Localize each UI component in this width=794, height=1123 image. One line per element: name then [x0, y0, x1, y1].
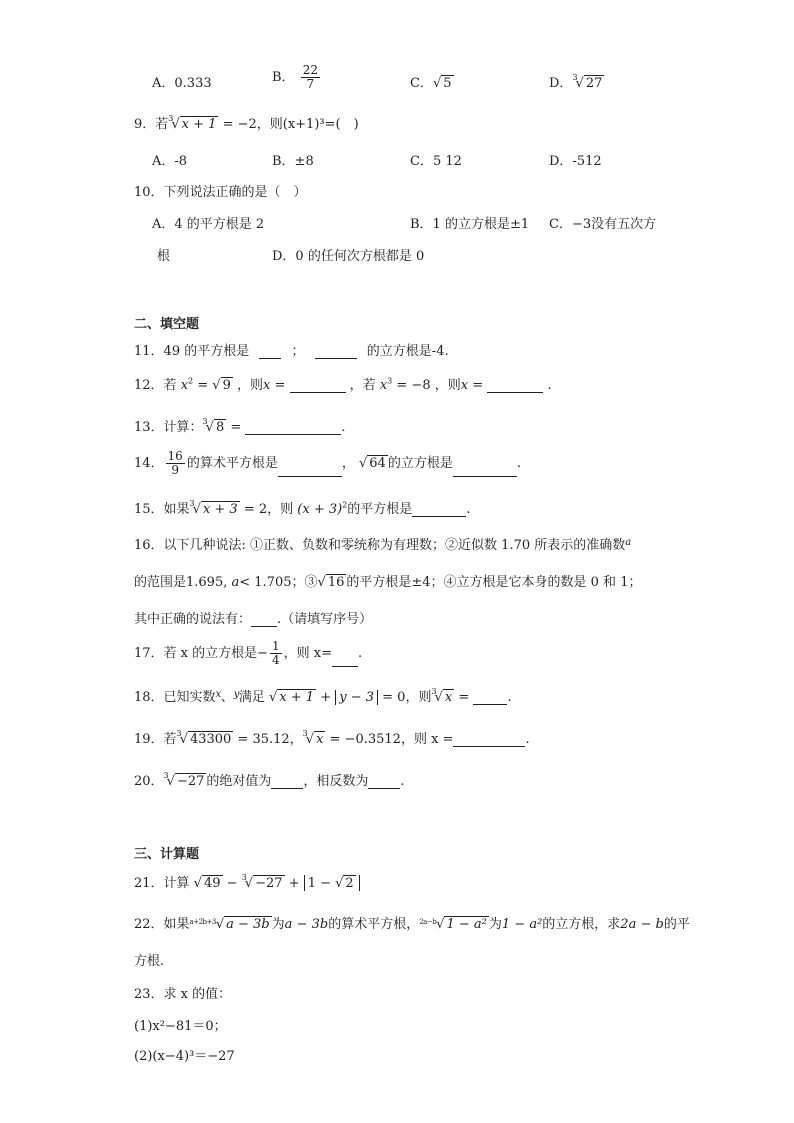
q23-part1: (1)x²−81＝0；: [134, 1019, 227, 1034]
q10-option-b: B．1 的立方根是±1: [410, 217, 530, 232]
q12-d: ，则: [434, 378, 461, 393]
q15-d: 的平方根是: [347, 502, 413, 517]
q14-radicand: 64: [369, 456, 386, 471]
q12-e: .: [547, 378, 552, 393]
q10-stem: 10．下列说法正确的是（ ）: [134, 185, 307, 200]
q10-option-c: C．−3没有五次方: [549, 217, 657, 232]
q8-d-radicand: 27: [585, 76, 603, 91]
q22-a: 22．如果: [134, 917, 190, 932]
q16-line2-a: 的范围是1.695,: [134, 575, 228, 590]
q22-h: 2a − b: [620, 917, 664, 932]
q14-e: .: [516, 456, 521, 471]
q16-line3: [134, 608, 372, 627]
q11-blank-1[interactable]: [259, 345, 281, 359]
q15-b: = 2，则: [239, 502, 294, 517]
q14-num: 16: [167, 449, 183, 463]
q15-a: 15．如果: [134, 502, 190, 517]
q18: 18．已知实数$^x$、$^y$满足 √ x + 1 + y − 3 = 0，则$^3$√ x = .: [134, 687, 512, 705]
q14-b: 的算术平方根是: [186, 456, 278, 471]
q11-b: ；: [291, 344, 305, 359]
q19-d: .: [525, 732, 530, 747]
q14-den: 9: [171, 463, 179, 477]
q12-b: ，则: [237, 378, 264, 393]
q17-blank[interactable]: [332, 653, 358, 667]
section-calculation-title: 三、计算题: [134, 847, 200, 862]
q9-stem-b: = −2，则(x+1)³=( ): [218, 117, 359, 132]
q15: 15．如果$^3$√ x + 3 = 2，则 $(x + 3)^2$的平方根是 .: [134, 499, 471, 517]
q8-option-c: C．√ 5: [410, 76, 452, 91]
q16-line2-var: a: [231, 575, 240, 590]
q18-f: .: [507, 690, 512, 705]
q20-d: .: [400, 774, 405, 789]
q19-radicand: 43300: [189, 732, 232, 747]
q20-b: 的绝对值为: [206, 774, 272, 789]
q16-line1: [134, 534, 631, 553]
q19: 19．若$^3$√ 43300 = 35.12，$^3$√ x = −0.3512，则 x = .: [134, 729, 530, 747]
q8-b-den: 7: [306, 77, 315, 91]
q18-a: 18．已知实数: [134, 690, 216, 705]
q8-b-label: B．: [272, 70, 295, 85]
q9-stem-a: 9．若: [134, 117, 169, 132]
q9-radicand: x + 1: [181, 117, 217, 132]
q16-blank[interactable]: [251, 613, 277, 627]
q8-c-radicand: 5: [443, 76, 452, 91]
q10-option-c-continued: 根: [157, 249, 171, 264]
section-fill-in-title: 二、填空题: [134, 317, 200, 332]
q21: 21．计算 √ 49 − $^3$√ −27 + 1 − √ 2: [134, 872, 360, 891]
q10-option-d: D．0 的任何次方根都是 0: [272, 249, 425, 264]
q13-radicand: 8: [215, 420, 225, 435]
q16-radicand: 16: [327, 575, 345, 590]
q8-b-fraction: [301, 64, 320, 91]
q22-c: a − 3b: [284, 917, 329, 932]
q20-radicand: −27: [176, 774, 205, 789]
q19-c: = −0.3512，则 x =: [325, 732, 454, 747]
q8-option-a: A．0.333: [152, 76, 212, 91]
q12-c: ，若: [349, 378, 376, 393]
q17-den: 4: [272, 653, 280, 667]
q19-b: = 35.12，: [233, 732, 303, 747]
q15-blank[interactable]: [412, 503, 466, 517]
q8-d-label: D．: [549, 76, 573, 91]
q20-c: ，相反数为: [303, 774, 369, 789]
q18-e: =: [454, 690, 474, 705]
q19-blank[interactable]: [453, 733, 525, 747]
q14-blank-2[interactable]: [453, 463, 517, 477]
q8-b-num: 22: [302, 63, 318, 77]
q18-c: 满足: [238, 690, 265, 705]
q22-root-index-1: a+2b+3: [189, 918, 216, 926]
q11-a: 11．49 的平方根是: [134, 344, 250, 359]
q16-line3-a: 其中正确的说法有：: [134, 612, 252, 627]
q9-option-b: B．±8: [272, 154, 314, 169]
q11-blank-2[interactable]: [315, 345, 357, 359]
q8-option-d: D．$^3$√ 27: [549, 73, 603, 91]
q14-fraction: [166, 450, 185, 477]
q23-part2: (2)(x−4)³＝−27: [134, 1049, 235, 1064]
q17: [134, 640, 362, 667]
q22-g: 的立方根，求: [542, 917, 621, 932]
q17-fraction: [270, 640, 282, 667]
q22-radicand-1: a − 3b: [226, 917, 270, 932]
q13-blank[interactable]: [245, 421, 341, 435]
q9-option-a: A．-8: [152, 154, 188, 169]
q17-b: ，则 x=: [283, 646, 333, 661]
q8-option-b: [272, 64, 322, 91]
q14-blank-1[interactable]: [278, 463, 342, 477]
q14-a: 14．: [134, 456, 164, 471]
q15-e: .: [466, 502, 471, 517]
q18-blank[interactable]: [473, 691, 507, 705]
q14: 14． $\frac{16}{9}$ 的算术平方根是 ， √ 64 的立方根是 .: [134, 449, 521, 477]
q10-option-a: A．4 的平方根是 2: [152, 217, 265, 232]
q18-d: = 0，则: [378, 690, 432, 705]
q15-radicand: x + 3: [202, 502, 238, 517]
q22-radicand-2: 1 − a²: [446, 917, 487, 932]
q21-a: 21．计算: [134, 876, 190, 891]
q22-line1: 22．如果$^{a+2b+3}$√ a − 3b 为a − 3b的算术平方根，$^{2a-b}$√ 1 − a² 为1 − a²的立方根，求2a − b的平: [134, 917, 690, 932]
q15-sup: 2: [342, 500, 348, 510]
q22-root-index-2: 2a−b: [419, 918, 437, 926]
q17-a: 17．若 x 的立方根是−: [134, 646, 269, 661]
q20: 20．$^3$√ −27 的绝对值为 ，相反数为 .: [134, 771, 405, 789]
q16-line2-b: < 1.705；③: [239, 575, 318, 590]
q20-a: 20．: [134, 774, 164, 789]
q12-a: 12．若: [134, 378, 177, 393]
q18-b: 、: [220, 690, 234, 705]
q16-line1-text: 16．以下几种说法: ①正数、负数和零统称为有理数；②近似数 1.70 所表示的准确数: [134, 538, 626, 553]
q22-f: 1 − a²: [501, 917, 543, 932]
q13-a: 13．计算：: [134, 420, 203, 435]
q22-b: 为: [271, 917, 285, 932]
q22-d: 的算术平方根，: [328, 917, 420, 932]
q22-i: 的平: [663, 917, 690, 932]
q12-blank-2[interactable]: [487, 379, 543, 393]
q9-stem: 9．若$^3$√ x + 1 = −2，则(x+1)³=( ): [134, 114, 359, 132]
q16-line2: 的范围是1.695, a< 1.705；③√ 16 的平方根是±4；④立方根是它本身的数是 0 和 1；: [134, 575, 642, 590]
q22-e: 为: [488, 917, 502, 932]
q20-blank-2[interactable]: [368, 775, 400, 789]
q12: 12．若 $x^2$ = √ 9 ，则x = ，若 $x^3 = -8$ ，则x = .: [134, 376, 552, 393]
q11-c: 的立方根是-4.: [366, 344, 449, 359]
q9-option-d: D．-512: [549, 154, 602, 169]
q16-line1-var: a: [625, 537, 631, 548]
q16-line3-b: .（请填写序号）: [277, 612, 373, 627]
q15-c: (x + 3): [297, 502, 343, 517]
q19-a: 19．若: [134, 732, 177, 747]
q14-c: ，: [341, 456, 355, 471]
q17-num: 1: [272, 639, 280, 653]
q20-blank-1[interactable]: [271, 775, 303, 789]
q13: 13．计算：$^3$√ 8 = .: [134, 417, 346, 435]
q9-option-c: C．5 12: [410, 154, 462, 169]
q11: [134, 340, 449, 359]
q8-c-label: C．: [410, 76, 433, 91]
q13-equals: =: [230, 420, 242, 435]
q12-blank-1[interactable]: [290, 379, 346, 393]
q22-line2: 方根.: [134, 954, 165, 969]
q16-line2-c: 的平方根是±4；④立方根是它本身的数是 0 和 1；: [346, 575, 642, 590]
q23-stem: 23．求 x 的值：: [134, 987, 232, 1002]
q17-c: .: [358, 646, 363, 661]
q14-d: 的立方根是: [387, 456, 453, 471]
